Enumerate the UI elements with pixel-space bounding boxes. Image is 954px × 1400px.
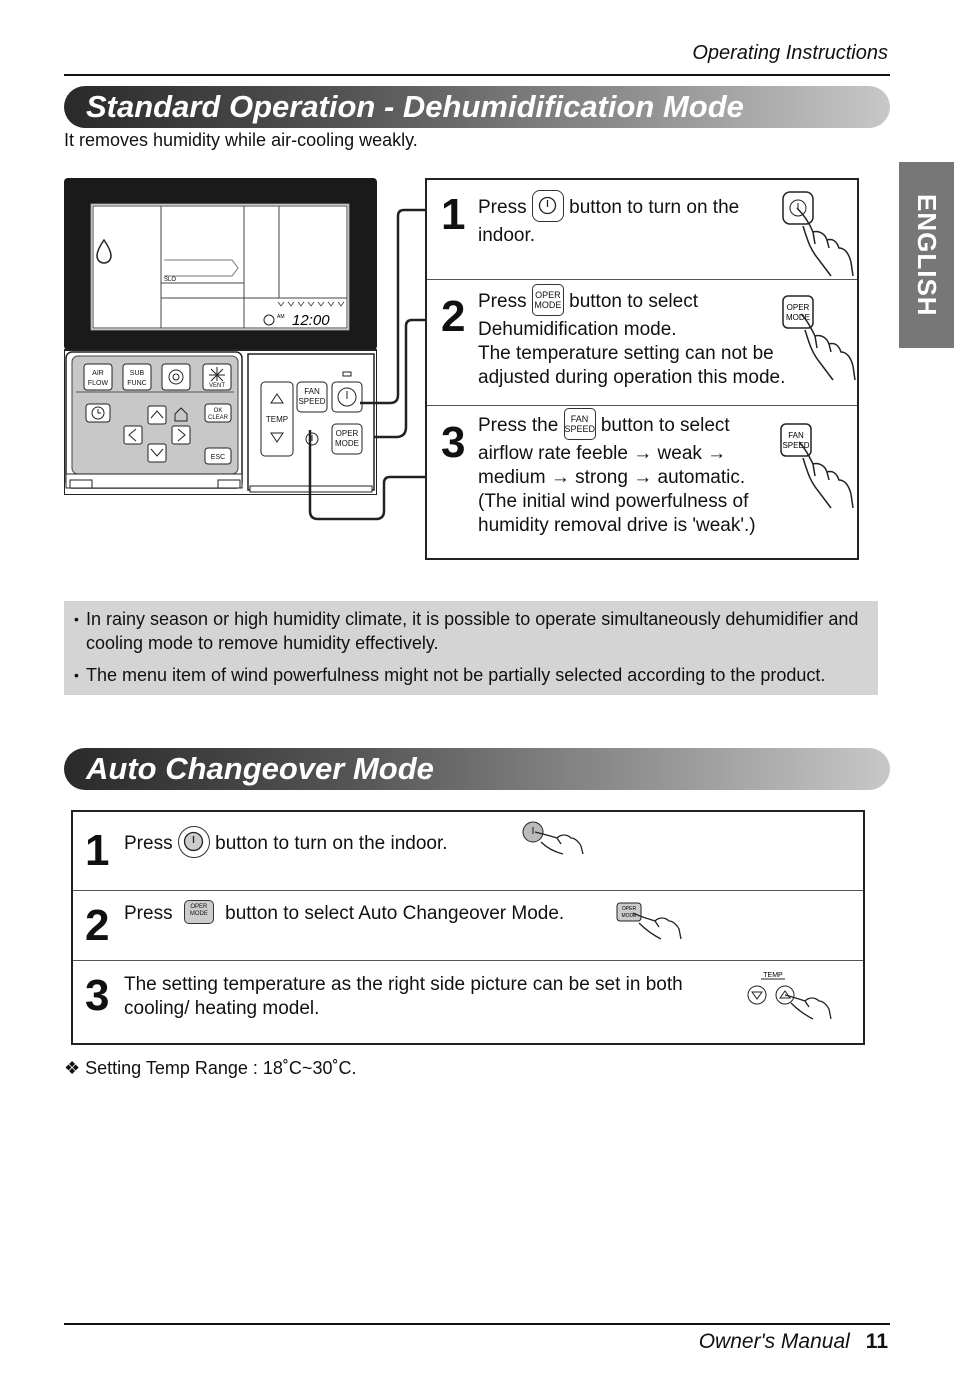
pressing-hand-icon xyxy=(779,186,859,278)
svg-text:SPEED: SPEED xyxy=(782,441,810,450)
svg-text:FLOW: FLOW xyxy=(87,380,109,387)
svg-text:VENT: VENT xyxy=(208,383,226,389)
power-button-icon xyxy=(178,826,210,858)
pressing-hand-icon xyxy=(779,290,859,382)
step-row: 1 Press button to turn on the indoor. xyxy=(427,180,857,280)
svg-text:OK: OK xyxy=(213,408,223,414)
svg-text:SPEED: SPEED xyxy=(298,397,326,406)
svg-text:MODE: MODE xyxy=(335,439,359,448)
fan-speed-button-icon: FAN SPEED xyxy=(564,408,596,440)
footer-rule xyxy=(64,1323,890,1325)
svg-text:AM: AM xyxy=(277,314,285,320)
header-rule xyxy=(64,74,890,76)
step-row: 3 The setting temperature as the right side picture can be set in both cooling/ heating model. TEMP xyxy=(73,961,863,1045)
svg-text:OPER: OPER xyxy=(621,906,637,912)
svg-text:AIR: AIR xyxy=(92,370,104,377)
auto-changeover-steps xyxy=(71,810,865,1045)
pressing-hand-icon xyxy=(521,820,587,860)
temp-range-note: ❖ Setting Temp Range : 18˚C~30˚C. xyxy=(64,1058,357,1078)
page-number: 11 xyxy=(865,1330,888,1353)
svg-text:MODE: MODE xyxy=(786,313,810,322)
running-header: Operating Instructions xyxy=(692,42,888,64)
pressing-hand-icon xyxy=(615,899,685,945)
svg-text:OPER: OPER xyxy=(335,429,359,438)
section-subtitle: It removes humidity while air-cooling weakly. xyxy=(64,130,418,150)
dehumidification-steps xyxy=(425,178,859,560)
oper-mode-button-icon: OPER MODE xyxy=(184,900,214,924)
section-title-dehumidification: Standard Operation - Dehumidification Mode xyxy=(64,86,890,128)
pressing-hand-icon xyxy=(777,420,857,512)
note-item: • The menu item of wind powerfulness might not be partially selected according to the product. xyxy=(74,663,868,687)
svg-text:FUNC: FUNC xyxy=(127,380,147,387)
temp-buttons-hand-icon xyxy=(745,969,835,1029)
notes-box xyxy=(64,601,878,695)
section-title-auto-changeover: Auto Changeover Mode xyxy=(64,748,890,790)
page-footer: Owner's Manual 11 xyxy=(698,1330,888,1353)
callout-lines xyxy=(290,205,430,525)
display-clock: 12:00 xyxy=(292,312,330,329)
display-slo: SLO xyxy=(164,277,177,283)
note-item: • In rainy season or high humidity climate, it is possible to operate simultaneously dehumidifier and cooling mode to remove humidity effectively. xyxy=(74,607,868,655)
language-tab: ENGLISH xyxy=(899,162,954,348)
step-row: 3 Press the FAN SPEED button to select airflow rate feeble → weak → medium → strong → automatic. (The initial wind powerfulness of humidity removal drive is 'weak'.) FAN SPEED xyxy=(427,406,857,562)
svg-text:CLEAR: CLEAR xyxy=(207,415,229,421)
step-row: 2 Press OPER MODE button to select Auto Changeover Mode. OPER MODE xyxy=(73,891,863,961)
svg-text:ESC: ESC xyxy=(210,454,226,461)
svg-text:MODE: MODE xyxy=(621,913,637,919)
svg-text:OPER: OPER xyxy=(786,303,810,312)
svg-text:FAN: FAN xyxy=(788,431,804,440)
step-row: 2 Press OPER MODE button to select Dehumidification mode. The temperature setting can not be adjusted during operation this mode. OPER MODE xyxy=(427,280,857,406)
svg-text:TEMP: TEMP xyxy=(763,972,783,979)
svg-text:TEMP: TEMP xyxy=(265,415,289,424)
power-button-icon xyxy=(532,190,564,222)
oper-mode-button-icon: OPER MODE xyxy=(532,284,564,316)
svg-text:SUB: SUB xyxy=(129,370,145,377)
svg-text:FAN: FAN xyxy=(304,387,320,396)
step-row: 1 Press button to turn on the indoor. xyxy=(73,812,863,891)
